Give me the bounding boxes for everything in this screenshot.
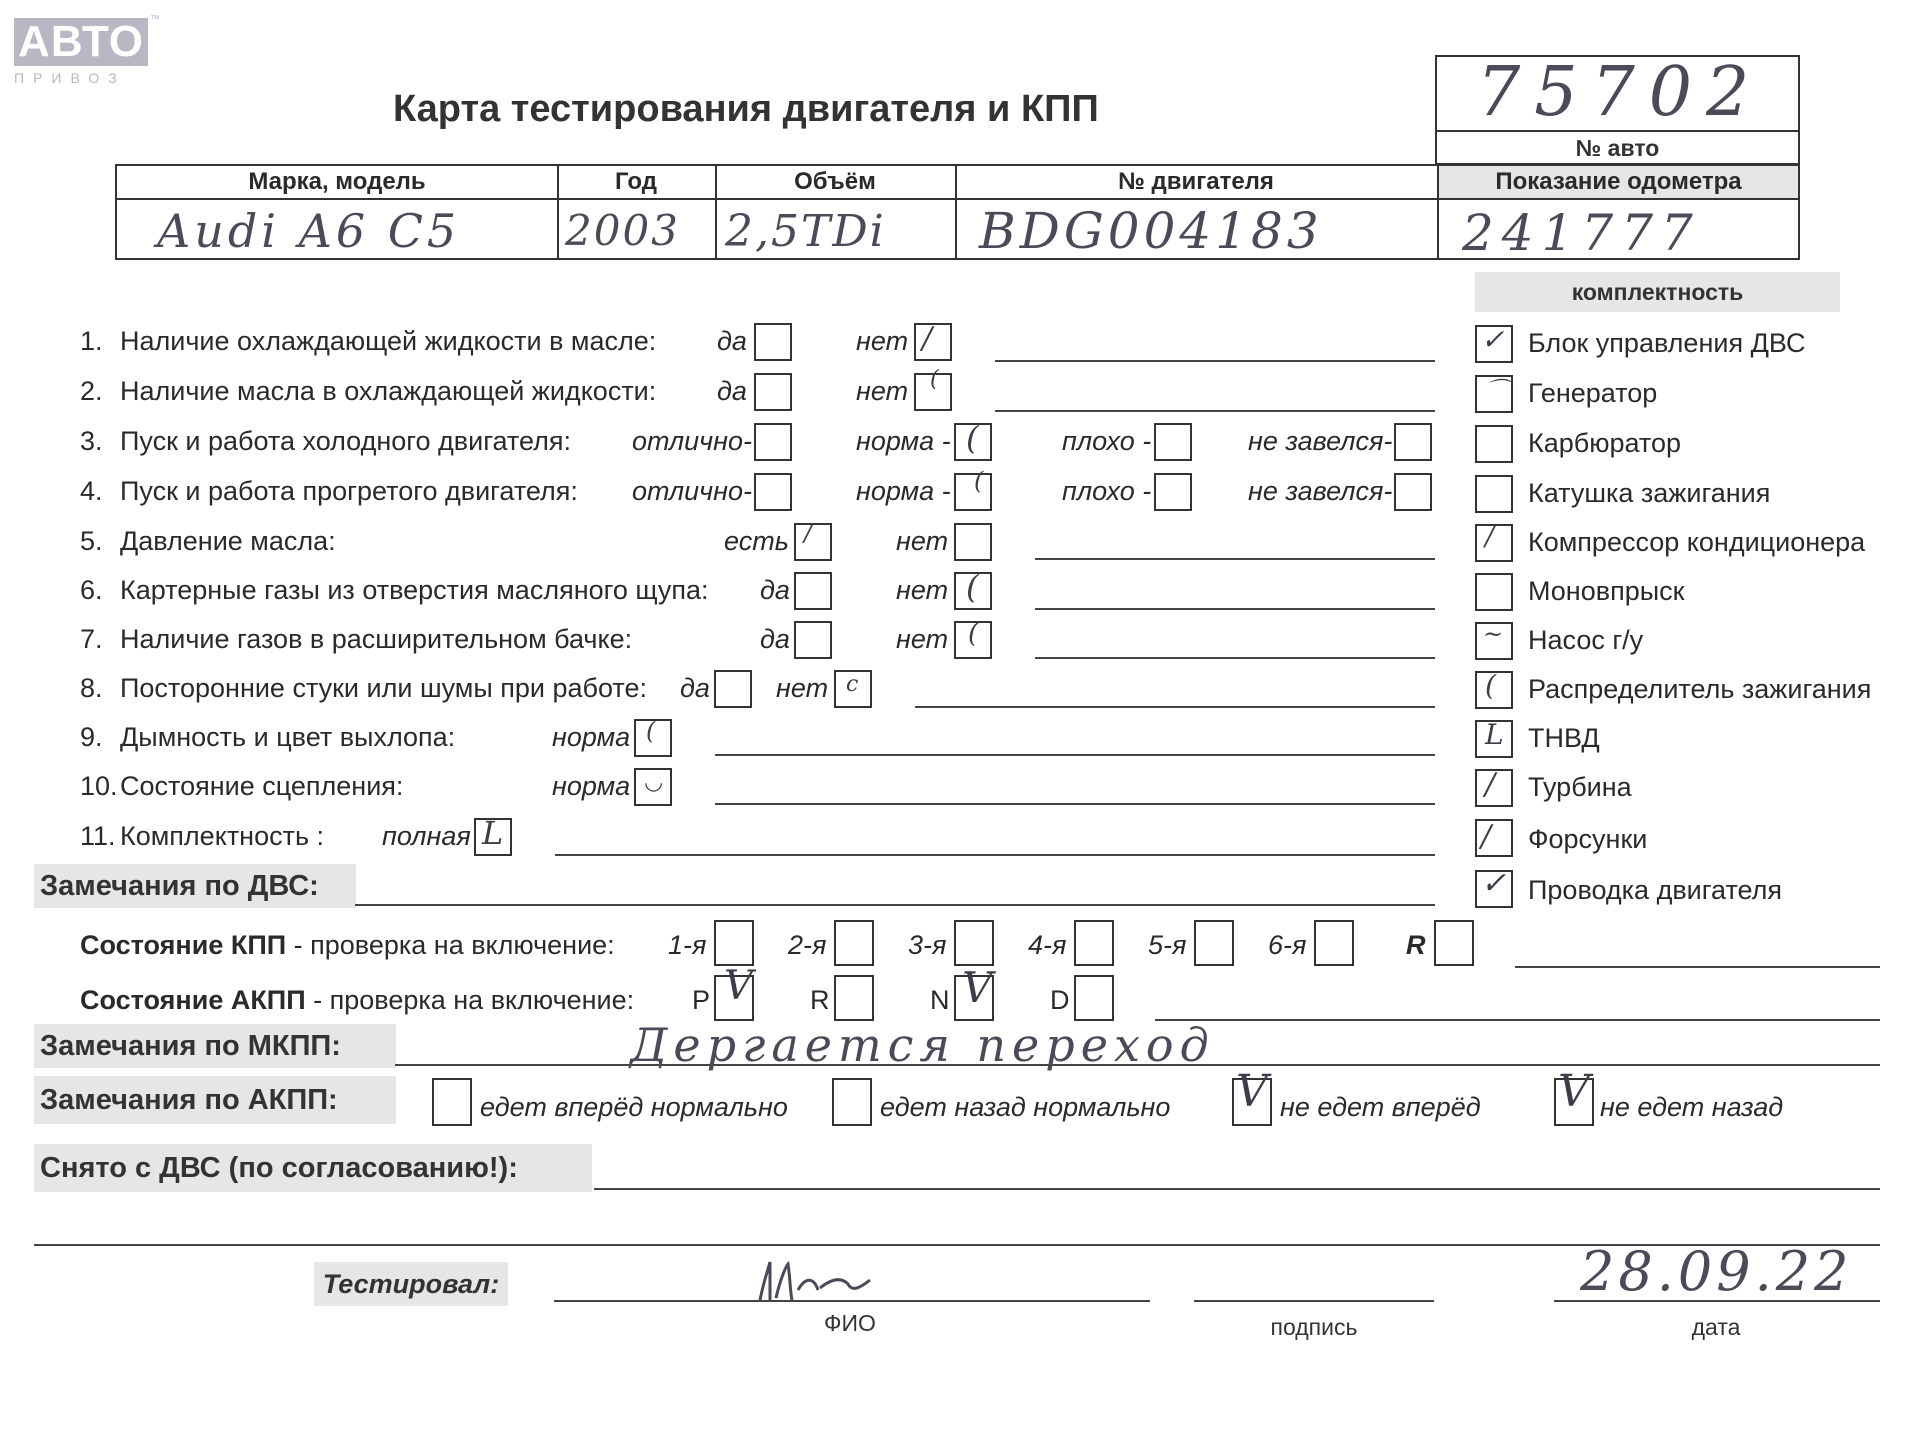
tested-label: Тестировал: [314,1262,508,1306]
fio-caption: ФИО [824,1310,876,1336]
akpp-option-checkbox[interactable] [432,1078,472,1126]
opt-label: нет [896,575,949,605]
akpp-label-bold: Состояние АКПП [80,985,306,1015]
value-volume: 2,5TDi [725,206,886,257]
opt-label: нет [776,673,829,703]
note-line[interactable] [715,803,1435,805]
akpp-option-label: не едет вперёд [1280,1092,1481,1122]
checkbox[interactable]: / [1475,769,1513,807]
checkbox[interactable]: ( [1475,671,1513,709]
checkbox[interactable]: L [1475,720,1513,758]
akpp-option-label: едет назад нормально [880,1092,1171,1122]
row-text: Давление масла: [120,526,336,556]
checkbox[interactable]: L [474,818,512,856]
akpp-option-checkbox[interactable]: V [1232,1078,1272,1126]
akpp-option-checkbox[interactable]: V [1554,1078,1594,1126]
gear-checkbox[interactable] [834,975,874,1021]
col-engine-no: № двигателя [1118,168,1274,195]
checkbox[interactable]: c [834,670,872,708]
checkbox[interactable] [1475,573,1513,611]
note-line[interactable] [715,754,1435,756]
auto-no-label: № авто [1575,135,1660,161]
checkbox[interactable] [1394,473,1432,511]
checkbox[interactable] [1154,423,1192,461]
note-line[interactable] [555,854,1435,856]
completeness-item: Моновпрыск [1528,576,1685,606]
checkbox[interactable] [754,323,792,361]
col-year: Год [615,168,657,195]
opt-label: плохо - [1062,476,1152,506]
logo [14,18,148,86]
opt-label: есть [724,526,789,556]
auto-no-value: 75702 [1477,53,1764,132]
note-line[interactable] [1035,558,1435,560]
akpp-label-rest: - проверка на включение: [305,985,635,1015]
row-num: 6. [80,575,103,605]
checkbox[interactable]: ⌒ [1475,375,1513,413]
value-year: 2003 [565,206,680,255]
row-num: 8. [80,673,103,703]
page-title: Карта тестирования двигателя и КПП [393,88,1099,130]
gear-label: 3-я [908,930,947,960]
checkbox[interactable]: ( [914,373,952,411]
checkbox[interactable]: ( [954,423,992,461]
opt-label: отлично- [632,476,752,506]
value-odometer: 241777 [1462,204,1701,262]
auto-no-box [1435,55,1800,165]
checkbox[interactable]: / [1475,819,1513,857]
remarks-akpp-label: Замечания по АКПП: [34,1076,396,1124]
note-line[interactable] [1035,608,1435,610]
checkbox[interactable]: / [794,523,832,561]
row-num: 1. [80,326,103,356]
opt-label: да [717,326,747,356]
opt-label: нет [856,376,909,406]
checkbox[interactable] [1475,475,1513,513]
checkbox[interactable] [794,621,832,659]
opt-label: да [760,575,790,605]
date-caption: дата [1691,1314,1741,1340]
gear-label: 6-я [1268,930,1307,960]
logo-main: АВТО [14,18,148,66]
opt-label: норма - [856,476,951,506]
gear-checkbox[interactable] [834,920,874,966]
opt-label: нет [896,526,949,556]
checkbox[interactable]: ◡ [634,768,672,806]
row-text: Наличие газов в расширительном бачке: [120,624,633,654]
checkbox[interactable]: / [1475,524,1513,562]
row-text: Посторонние стуки или шумы при работе: [120,673,647,703]
gear-label: 2-я [788,930,827,960]
logo-sub: ПРИВОЗ [14,70,126,86]
gear-label: P [692,985,711,1015]
row-num: 2. [80,376,103,406]
col-volume: Объём [794,168,876,195]
checkbox[interactable] [754,473,792,511]
sign-caption: подпись [1270,1314,1358,1340]
checkbox[interactable] [754,373,792,411]
checkbox[interactable]: ✓ [1475,325,1513,363]
opt-label: нет [856,326,909,356]
gear-label: D [1050,985,1070,1015]
completeness-item: Катушка зажигания [1528,478,1771,508]
vehicle-table [115,164,1800,260]
row-text: Картерные газы из отверстия масляного щупа: [120,575,709,605]
gear-checkbox[interactable] [1314,920,1354,966]
checkbox[interactable] [754,423,792,461]
checkbox[interactable] [1154,473,1192,511]
date-line[interactable] [1554,1300,1880,1302]
note-line[interactable] [1035,657,1435,659]
row-text: Дымность и цвет выхлопа: [120,722,456,752]
row-num: 11. [80,821,116,851]
opt-label: отлично- [632,426,752,456]
remarks-dvs-line[interactable] [355,904,1435,906]
completeness-item: Форсунки [1528,824,1648,854]
date-value: 28.09.22 [1580,1240,1853,1303]
opt-label: нет [896,624,949,654]
value-make-model: Audi A6 C5 [157,204,461,258]
note-line[interactable] [915,706,1435,708]
note-line[interactable] [995,410,1435,412]
opt-label: норма [552,722,631,752]
row-text: Пуск и работа прогретого двигателя: [120,476,578,506]
checkbox[interactable]: ( [634,719,672,757]
akpp-option-label: не едет назад [1600,1092,1784,1122]
completeness-item: Проводка двигателя [1528,875,1782,905]
completeness-item: ТНВД [1528,723,1600,753]
completeness-title: комплектность [1475,272,1840,312]
removed-line[interactable] [594,1188,1880,1190]
gear-label: 1-я [668,930,707,960]
checkbox[interactable] [794,572,832,610]
kpp-label [80,930,615,961]
gear-label: 4-я [1028,930,1067,960]
gear-label: 5-я [1148,930,1187,960]
removed-label: Снято с ДВС (по согласованию!): [34,1144,592,1192]
akpp-note-line[interactable] [1155,1019,1880,1021]
gear-label: R [1406,930,1426,960]
gear-label: N [930,985,950,1015]
gear-checkbox[interactable]: V [954,975,994,1021]
sign-line[interactable] [1194,1300,1434,1302]
checkbox[interactable]: ~ [1475,622,1513,660]
gear-checkbox[interactable] [954,920,994,966]
row-text: Наличие охлаждающей жидкости в масле: [120,326,657,356]
opt-label: плохо - [1062,426,1152,456]
checkbox[interactable] [1394,423,1432,461]
completeness-item: Карбюратор [1528,428,1682,458]
completeness-item: Распределитель зажигания [1528,674,1872,704]
checkbox[interactable]: ( [954,572,992,610]
remarks-mkpp-value: Дергается переход [630,1018,1215,1072]
col-odometer: Показание одометра [1495,168,1742,195]
opt-label: не завелся- [1248,476,1393,506]
completeness-item: Компрессор кондиционера [1528,527,1866,557]
gear-checkbox[interactable] [1074,920,1114,966]
gear-label: R [810,985,830,1015]
remarks-dvs-label: Замечания по ДВС: [34,864,356,908]
row-text: Состояние сцепления: [120,771,404,801]
checkbox[interactable]: ( [954,621,992,659]
completeness-item: Насос г/у [1528,625,1644,655]
checkbox[interactable] [714,670,752,708]
completeness-item: Блок управления ДВС [1528,328,1806,358]
row-num: 7. [80,624,103,654]
gear-checkbox[interactable] [1194,920,1234,966]
row-num: 10. [80,771,118,801]
checkbox[interactable]: / [914,323,952,361]
opt-label: да [760,624,790,654]
fio-line[interactable] [554,1300,1150,1302]
kpp-label-rest: - проверка на включение: [286,930,615,960]
completeness-item: Турбина [1528,772,1632,802]
value-engine-no: BDG004183 [979,202,1323,260]
row-text: Комплектность : [120,821,325,851]
row-text: Наличие масла в охлаждающей жидкости: [120,376,657,406]
akpp-option-label: едет вперёд нормально [480,1092,788,1122]
row-num: 4. [80,476,103,506]
gear-checkbox[interactable]: V [714,975,754,1021]
row-num: 9. [80,722,103,752]
akpp-option-checkbox[interactable] [832,1078,872,1126]
checkbox[interactable]: ( [954,473,992,511]
logo-tm: ™ [150,14,160,25]
row-num: 3. [80,426,103,456]
opt-label: не завелся- [1248,426,1393,456]
col-make-model: Марка, модель [248,168,426,195]
note-line[interactable] [995,360,1435,362]
gear-checkbox[interactable] [1074,975,1114,1021]
opt-label: полная [382,821,471,851]
kpp-note-line[interactable] [1515,966,1880,968]
completeness-item: Генератор [1528,378,1658,408]
row-text: Пуск и работа холодного двигателя: [120,426,571,456]
row-num: 5. [80,526,103,556]
akpp-label [80,985,634,1016]
checkbox[interactable]: ✓ [1475,870,1513,908]
opt-label: да [680,673,710,703]
kpp-label-bold: Состояние КПП [80,930,287,960]
opt-label: норма [552,771,631,801]
gear-checkbox[interactable] [714,920,754,966]
checkbox[interactable] [1475,425,1513,463]
opt-label: да [717,376,747,406]
checkbox[interactable] [954,523,992,561]
remarks-mkpp-label: Замечания по МКПП: [34,1024,396,1068]
opt-label: норма - [856,426,951,456]
gear-checkbox[interactable] [1434,920,1474,966]
